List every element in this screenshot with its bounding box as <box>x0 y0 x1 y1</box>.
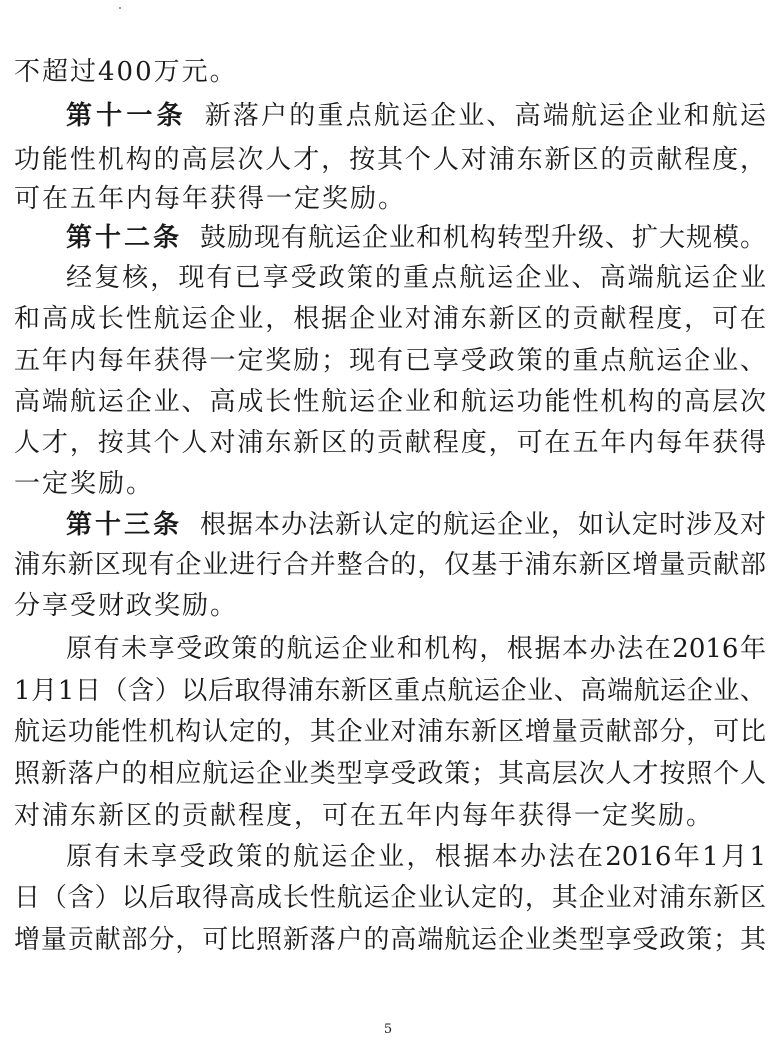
article-12-text: 鼓励现有航运企业和机构转型升级、扩大规模。 <box>200 223 766 253</box>
text-line: 增量贡献部分，可比照新落户的高端航运企业类型享受政策；其 <box>14 925 766 955</box>
page-number: 5 <box>383 1022 393 1037</box>
text-line: 人才，按其个人对浦东新区的贡献程度，可在五年内每年获得 <box>14 428 766 458</box>
text-line: 1月1日（含）以后取得浦东新区重点航运企业、高端航运企业、 <box>14 676 766 706</box>
article-12-line <box>66 222 766 254</box>
article-11-line <box>66 100 766 132</box>
text-line: 日（含）以后取得高成长性航运企业认定的，其企业对浦东新区 <box>14 883 766 913</box>
article-12-heading: 第十二条 <box>66 223 182 253</box>
text-line: 不超过400万元。 <box>14 57 238 87</box>
article-13-heading: 第十三条 <box>66 510 182 540</box>
text-line: 浦东新区现有企业进行合并整合的，仅基于浦东新区增量贡献部 <box>14 550 766 580</box>
text-line: 一定奖励。 <box>14 469 155 499</box>
text-line: 照新落户的相应航运企业类型享受政策；其高层次人才按照个人 <box>14 759 766 789</box>
text-line: 功能性机构的高层次人才，按其个人对浦东新区的贡献程度， <box>14 145 766 175</box>
text-line: 高端航运企业、高成长性航运企业和航运功能性机构的高层次 <box>14 387 766 417</box>
article-13-line <box>66 509 766 541</box>
article-11-heading: 第十一条 <box>66 101 187 131</box>
text-line: 原有未享受政策的航运企业和机构，根据本办法在2016年 <box>66 634 766 664</box>
article-13-text: 根据本办法新认定的航运企业，如认定时涉及对 <box>200 510 766 540</box>
text-line: 分享受财政奖励。 <box>14 591 239 621</box>
text-line: 原有未享受政策的航运企业，根据本办法在2016年1月1 <box>66 842 766 872</box>
text-line: 五年内每年获得一定奖励；现有已享受政策的重点航运企业、 <box>14 346 766 376</box>
text-line: 对浦东新区的贡献程度，可在五年内每年获得一定奖励。 <box>14 801 715 831</box>
scan-speck <box>119 7 121 9</box>
text-line: 经复核，现有已享受政策的重点航运企业、高端航运企业 <box>66 263 766 293</box>
text-line: 航运功能性机构认定的，其企业对浦东新区增量贡献部分，可比 <box>14 717 766 747</box>
text-line: 和高成长性航运企业，根据企业对浦东新区的贡献程度，可在 <box>14 304 766 334</box>
text-line: 可在五年内每年获得一定奖励。 <box>14 184 407 214</box>
article-11-text: 新落户的重点航运企业、高端航运企业和航运 <box>204 101 766 131</box>
